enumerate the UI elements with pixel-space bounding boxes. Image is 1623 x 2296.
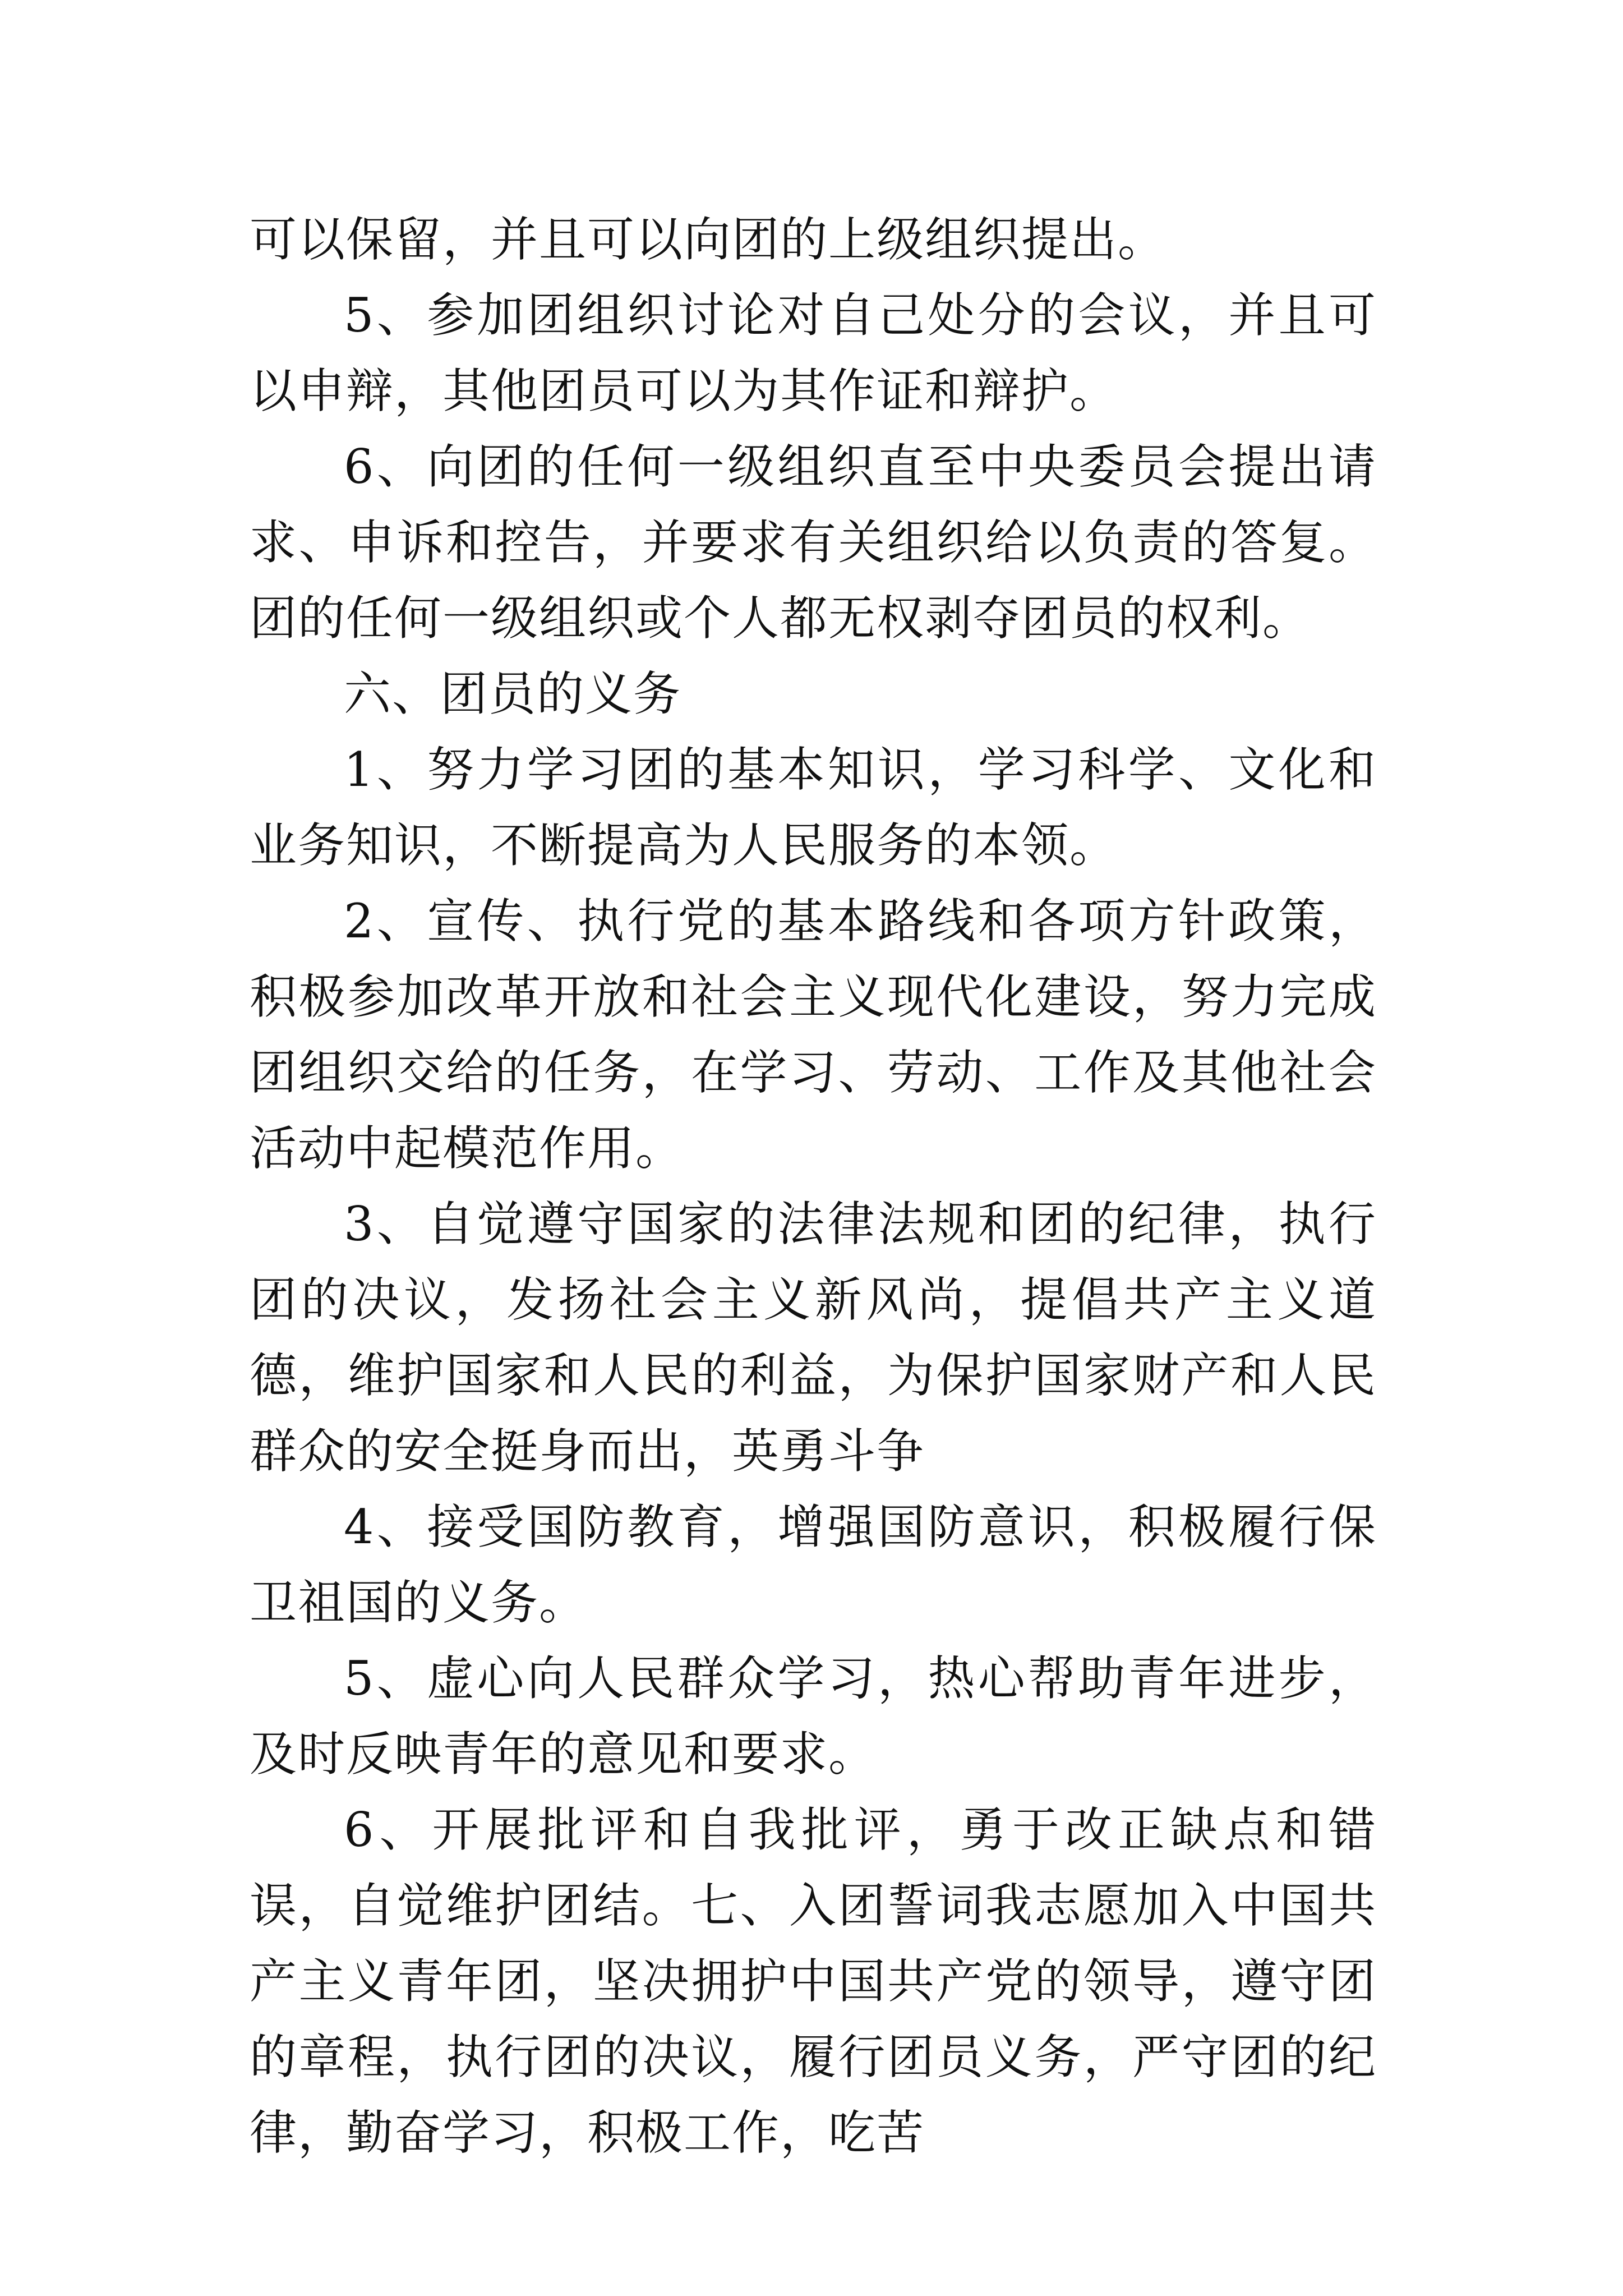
- paragraph-right-6: 6、向团的任何一级组织直至中央委员会提出请求、申诉和控告，并要求有关组织给以负责的答复。团的任何一级组织或个人都无权剥夺团员的权利。: [250, 439, 1377, 646]
- paragraph-duty-4: 4、接受国防教育，增强国防意识，积极履行保卫祖国的义务。: [250, 1499, 1377, 1630]
- paragraph-duty-6-and-oath: 6、开展批评和自我批评，勇于改正缺点和错误，自觉维护团结。七、入团誓词我志愿加入中国共产主义青年团，坚决拥护中国共产党的领导，遵守团的章程，执行团的决议，履行团员义务，严守团的纪律，勤奋学习，积极工作，吃苦: [250, 1802, 1377, 2160]
- section-heading-duties: 六、团员的义务: [344, 666, 682, 721]
- paragraph-duty-3: 3、自觉遵守国家的法律法规和团的纪律，执行团的决议，发扬社会主义新风尚，提倡共产主义道德，维护国家和人民的利益，为保护国家财产和人民群众的安全挺身而出，英勇斗争: [250, 1197, 1377, 1479]
- paragraph-continuation: 可以保留，并且可以向团的上级组织提出。: [250, 212, 1166, 267]
- paragraph-duty-5: 5、虚心向人民群众学习，热心帮助青年进步，及时反映青年的意见和要求。: [250, 1651, 1377, 1782]
- document-body: [250, 202, 1377, 2171]
- paragraph-right-5: 5、参加团组织讨论对自己处分的会议，并且可以申辩，其他团员可以为其作证和辩护。: [250, 288, 1377, 418]
- paragraph-duty-2: 2、宣传、执行党的基本路线和各项方针政策，积极参加改革开放和社会主义现代化建设，努力完成团组织交给的任务，在学习、劳动、工作及其他社会活动中起模范作用。: [250, 894, 1377, 1176]
- paragraph-duty-1: 1、努力学习团的基本知识，学习科学、文化和业务知识，不断提高为人民服务的本领。: [250, 742, 1377, 873]
